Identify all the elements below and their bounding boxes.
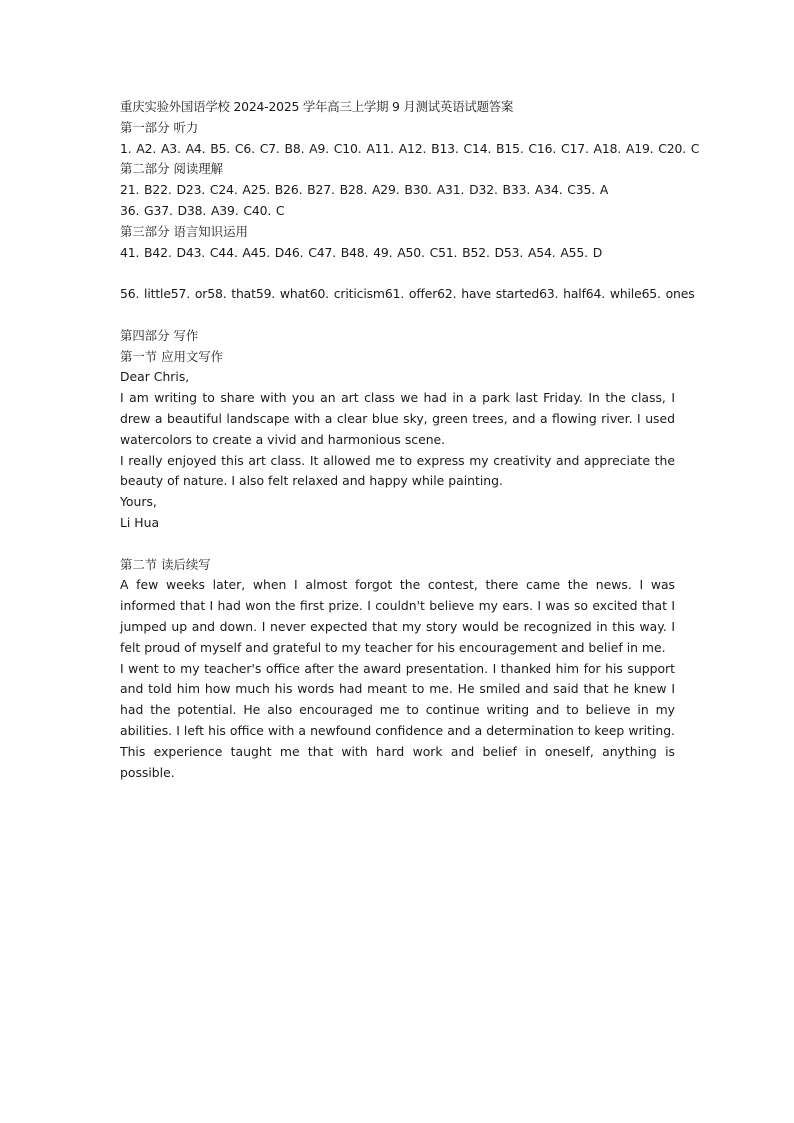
letter-signature: Li Hua <box>120 514 160 530</box>
part2-answers-line1: 21. B22. D23. C24. A25. B26. B27. B28. A29. B30. A31. D32. B33. A34. C35. A <box>120 182 609 198</box>
part3-heading: 第三部分 语言知识运用 <box>120 223 248 239</box>
continuation-paragraph-1: A few weeks later, when I almost forgot the contest, there came the news. I was informed that I had won the first prize. I couldn't believe my ears. I was so excited that I jumped up and down. I never expected that my story would be recognized in this way. I felt proud of myself and grateful to my teacher for his encouragement and belief in me. <box>120 577 675 655</box>
spacer <box>120 305 675 326</box>
letter-paragraph-1: I am writing to share with you an art class we had in a park last Friday. In the class, I drew a beautiful landscape with a clear blue sky, green trees, and a flowing river. I used watercolors to create a vivid and harmonious scene. <box>120 390 675 447</box>
spacer <box>120 263 675 284</box>
part2-heading: 第二部分 阅读理解 <box>120 161 224 177</box>
part2-answers-line2: 36. G37. D38. A39. C40. C <box>120 202 285 218</box>
answer-document <box>120 97 700 783</box>
part4-heading: 第四部分 写作 <box>120 327 199 343</box>
part1-answers: 1. A2. A3. A4. B5. C6. C7. B8. A9. C10. A11. A12. B13. C14. B15. C16. C17. A18. A19. C20. C <box>120 140 700 156</box>
letter-salutation: Dear Chris, <box>120 369 190 385</box>
part1-heading: 第一部分 听力 <box>120 119 199 135</box>
part4-section2-heading: 第二节 读后续写 <box>120 556 211 572</box>
part4-section1-heading: 第一节 应用文写作 <box>120 348 224 364</box>
spacer <box>120 534 675 555</box>
letter-closing: Yours, <box>120 494 157 510</box>
continuation-paragraph-2: I went to my teacher's office after the award presentation. I thanked him for his support and told him how much his words had meant to me. He smiled and said that he knew I had the potential. He also encouraged me to continue writing and to believe in my abilities. I left his office with a newfound confidence and a determination to keep writing. This experience taught me that with hard work and belief in oneself, anything is possible. <box>120 660 675 780</box>
part3-answers-line2: 56. little57. or58. that59. what60. criticism61. offer62. have started63. half64. while65. ones <box>120 286 695 302</box>
letter-paragraph-2: I really enjoyed this art class. It allowed me to express my creativity and appreciate the beauty of nature. I also felt relaxed and happy while painting. <box>120 452 675 489</box>
part3-answers-line1: 41. B42. D43. C44. A45. D46. C47. B48. 49. A50. C51. B52. D53. A54. A55. D <box>120 244 603 260</box>
document-title: 重庆实验外国语学校 2024-2025 学年高三上学期 9 月测试英语试题答案 <box>120 99 514 114</box>
